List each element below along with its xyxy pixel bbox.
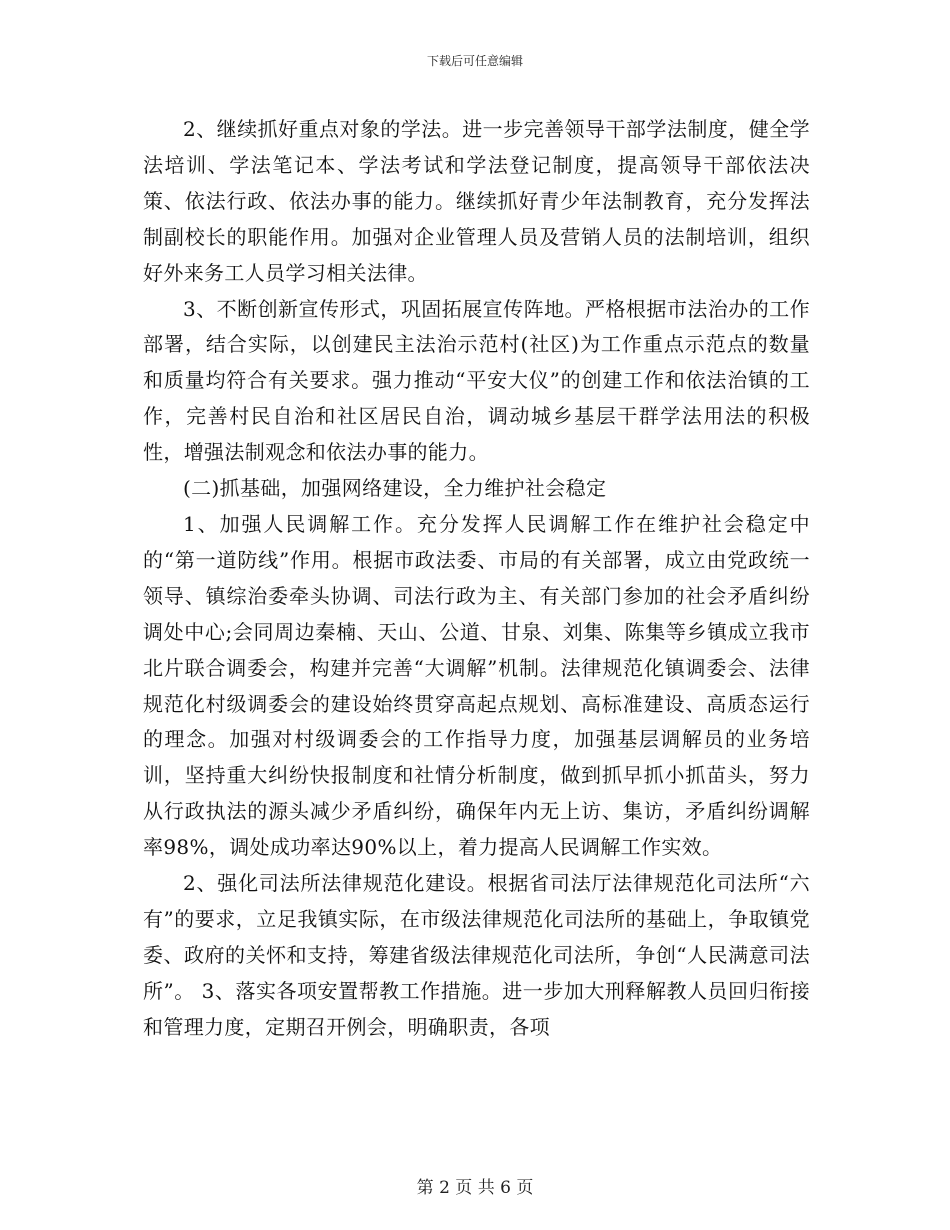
paragraph-judicial-office: 2、强化司法所法律规范化建设。根据省司法厅法律规范化司法所“六有”的要求，立足我镇实际，在市级法律规范化司法所的基础上，争取镇党委、政府的关怀和支持，筹建省级法律规范化司法所，争创“人民满意司法所”。 3、落实各项安置帮教工作措施。进一步加大刑释解教人员回归衔接和管理力度，定期召开例会，明确职责，各项 (143, 871, 810, 1039)
paragraph-study-law-key-targets: 2、继续抓好重点对象的学法。进一步完善领导干部学法制度，健全学法培训、学法笔记本、学法考试和学法登记制度，提高领导干部依法决策、依法行政、依法办事的能力。继续抓好青少年法制教育，充分发挥法制副校长的职能作用。加强对企业管理人员及营销人员的法制培训，组织好外来务工人员学习相关法律。 (143, 117, 810, 285)
document-body (143, 112, 810, 1046)
section-heading-network-building: (二)抓基础，加强网络建设，全力维护社会稳定 (183, 476, 607, 501)
page-header: 下载后可任意编辑 (426, 54, 523, 68)
page-number-footer: 第 2 页 共 6 页 (416, 1178, 534, 1198)
paragraph-people-mediation: 1、加强人民调解工作。充分发挥人民调解工作在维护社会稳定中的“第一道防线”作用。根据市政法委、市局的有关部署，成立由党政统一领导、镇综治委牵头协调、司法行政为主、有关部门参加的社会矛盾纠纷调处中心;会同周边秦楠、天山、公道、甘泉、刘集、陈集等乡镇成立我市北片联合调委会，构建并完善“大调解”机制。法律规范化镇调委会、法律规范化村级调委会的建设始终贯穿高起点规划、高标准建设、高质态运行的理念。加强对村级调委会的工作指导力度，加强基层调解员的业务培训，坚持重大纠纷快报制度和社情分析制度，做到抓早抓小抓苗头，努力从行政执法的源头减少矛盾纠纷，确保年内无上访、集访，矛盾纠纷调解率98%，调处成功率达90%以上，着力提高人民调解工作实效。 (143, 511, 810, 860)
paragraph-publicity-forms: 3、不断创新宣传形式，巩固拓展宣传阵地。严格根据市法治办的工作部署，结合实际，以创建民主法治示范村(社区)为工作重点示范点的数量和质量均符合有关要求。强力推动“平安大仪”的创建工作和依法治镇的工作，完善村民自治和社区居民自治，调动城乡基层干群学法用法的积极性，增强法制观念和依法办事的能力。 (143, 296, 810, 465)
